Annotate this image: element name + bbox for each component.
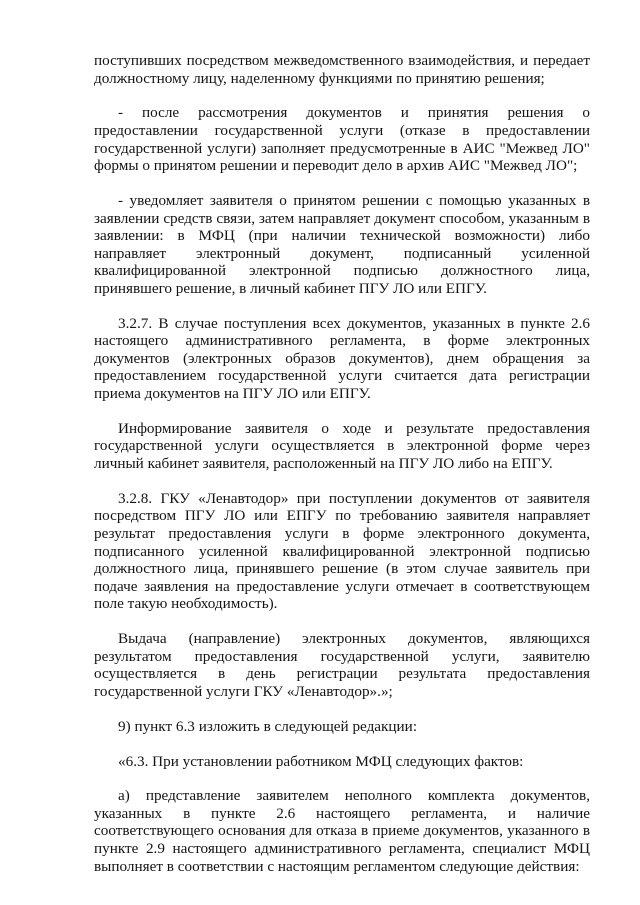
paragraph-continuation: поступивших посредством межведомственного взаимодействия, и передает должностному лицу, наделенному функциями по принятию решения; bbox=[94, 52, 590, 87]
paragraph-informing: Информирование заявителя о ходе и результате предоставления государственной услуги осуществляется в электронной форме через личный кабинет заявителя, расположенный на ПГУ ЛО либо на ЕПГУ. bbox=[94, 419, 590, 473]
paragraph-item-9: 9) пункт 6.3 изложить в следующей редакции: bbox=[118, 717, 418, 735]
paragraph-item-a: а) представление заявителем неполного комплекта документов, указанных в пункте 2.6 настоящего регламента, и наличие соответствующего основания для отказа в приеме документов, указанного в пункте 2.9 настоящего административного регламента, специалист МФЦ выполняет в соответствии с настоящим регламентом следующие действия: bbox=[94, 787, 590, 875]
paragraph-issuance: Выдача (направление) электронных документов, являющихся результатом предоставления государственной услуги, заявителю осуществляется в день регистрации результата предоставления государственной услуги ГКУ «Ленавтодор».»; bbox=[94, 630, 590, 700]
paragraph-notify-applicant: - уведомляет заявителя о принятом решении с помощью указанных в заявлении средств связи, затем направляет документ способом, указанным в заявлении: в МФЦ (при наличии технической возможности) либо направляет электронный документ, подписанный усиленной квалифицированной электронной подписью должностного лица, принявшего решение, в личный кабинет ПГУ ЛО или ЕПГУ. bbox=[94, 191, 590, 297]
paragraph-after-review: - после рассмотрения документов и принятия решения о предоставлении государственной услуги (отказе в предоставлении государственной услуги) заполняет предусмотренные в АИС "Межвед ЛО" формы о принятом решении и переводит дело в архив АИС "Межвед ЛО"; bbox=[94, 104, 590, 175]
paragraph-6-3: «6.3. При установлении работником МФЦ следующих фактов: bbox=[118, 752, 524, 770]
paragraph-3-2-7: 3.2.7. В случае поступления всех документов, указанных в пункте 2.6 настоящего административного регламента, в форме электронных документов (электронных образов документов), днем обращения за предоставлением государственной услуги считается дата регистрации приема документов на ПГУ ЛО или ЕПГУ. bbox=[94, 314, 590, 403]
paragraph-3-2-8: 3.2.8. ГКУ «Ленавтодор» при поступлении документов от заявителя посредством ПГУ ЛО или ЕПГУ по требованию заявителя направляет результат предоставления услуги в форме электронного документа, подписанного усиленной квалифицированной электронной подписью должностного лица, принявшего решение (в этом случае заявитель при подаче заявления на предоставление услуги отмечает в соответствующем поле такую необходимость). bbox=[94, 489, 590, 613]
